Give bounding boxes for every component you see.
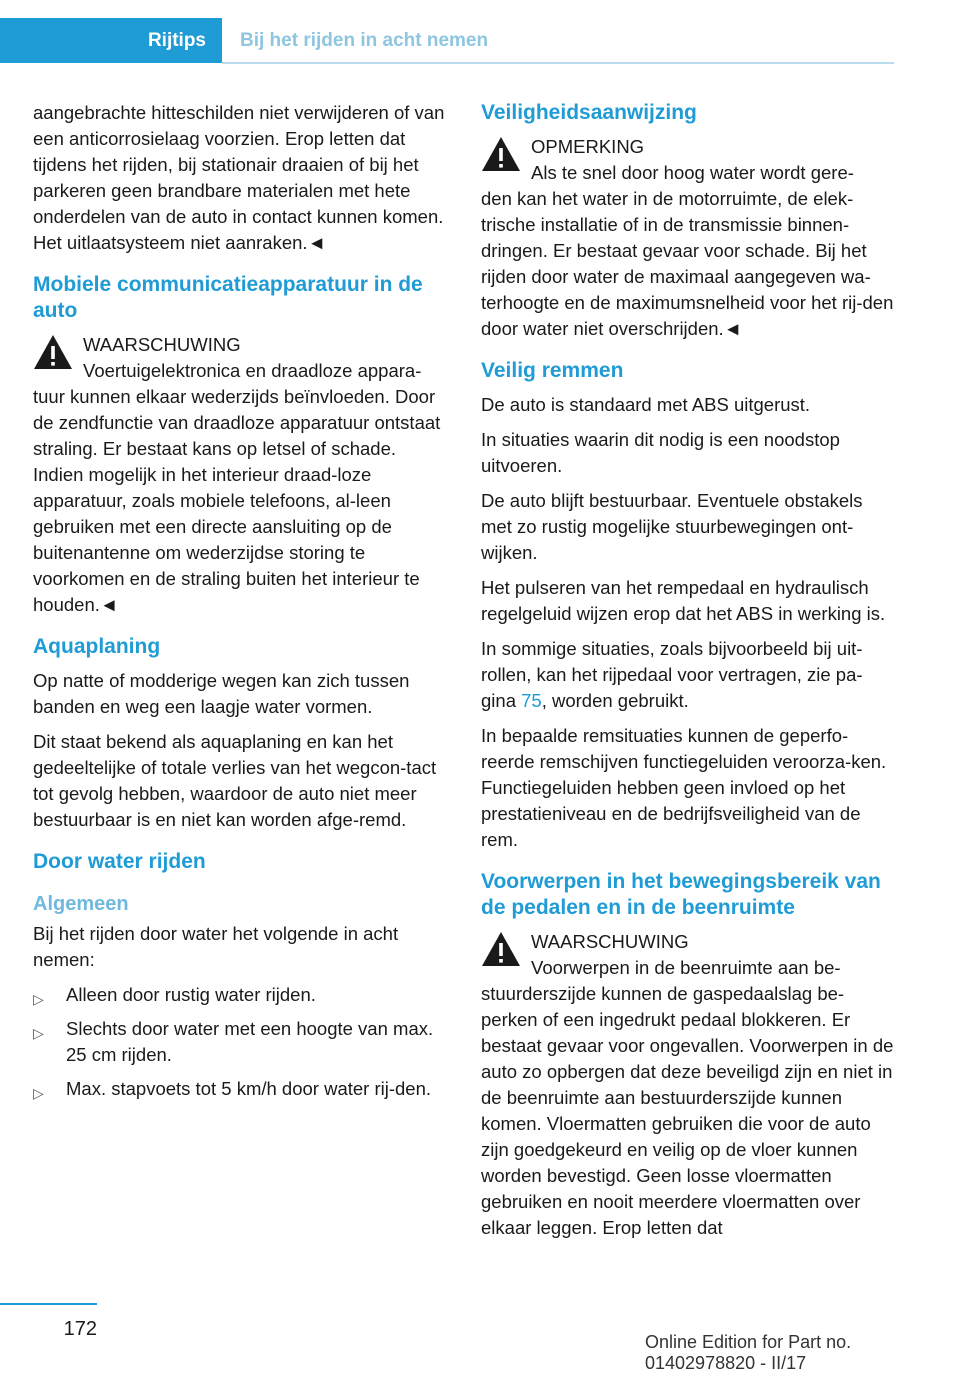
notice-safety [481, 134, 896, 342]
warning-triangle-icon [33, 334, 73, 370]
notice-label: OPMERKING [531, 136, 645, 157]
list-item: ▷ Alleen door rustig water rijden. [33, 982, 449, 1008]
heading-aquaplaning: Aquaplaning [33, 635, 161, 658]
footer-rule [0, 1303, 97, 1305]
water-rules-list [33, 982, 449, 1102]
heading-mobile-communication: Mobiele communicatieapparatuur in de auto [33, 273, 423, 322]
warning-triangle-icon [481, 931, 521, 967]
brake-paragraph-4: Het pulseren van het rempedaal en hydraulisch regelgeluid wijzen erop dat het ABS in werking is. [481, 577, 886, 624]
brake-paragraph-5: In sommige situaties, zoals bijvoorbeeld bij uit-rollen, kan het rijpedaal voor vertragen, zie pa-gina 75, worden gebruikt. [481, 638, 863, 711]
heading-safety-note: Veiligheidsaanwijzing [481, 101, 697, 124]
warning-first-line: Voertuigelektronica en draadloze appara- [83, 360, 422, 381]
warning-label: WAARSCHUWING [531, 931, 689, 952]
warning-body: stuurderszijde kunnen de gaspedaalslag be-perken of een ingedrukt pedaal blokkeren. Er bestaat gevaar voor ongevallen. Voorwerpen in de auto zo opbergen dat deze beveiligd zijn en niet in de beenruimte aan bestuurderszijde kunnen komen. Vloermatten gebruiken die voor de auto zijn goedgekeurd en veilig op de vloer kunnen worden bevestigd. Geen losse vloermatten gebruiken en nooit meerdere vloermatten over elkaar leggen. Erop letten dat [481, 983, 894, 1238]
left-column [33, 100, 449, 1110]
brake-paragraph-6: In bepaalde remsituaties kunnen de geperfo-reerde remschijven functiegeluiden veroorza-ken. Functiegeluiden hebben geen invloed op het prestatieniveau en de bedrijfsveiligheid van de rem. [481, 725, 887, 850]
triangle-bullet-icon: ▷ [33, 1025, 44, 1041]
notice-body: den kan het water in de motorruimte, de elek-trische installatie of in de transmissie binnen-dringen. Er bestaat gevaar voor schade. Bij het rijden door water de maximaal aangegeven wa-terhoogte en de maximumsnelheid voor het rij-den door water niet overschrijden.◄ [481, 188, 894, 339]
water-intro: Bij het rijden door water het volgende in acht nemen: [33, 923, 399, 970]
brake-paragraph-2: In situaties waarin dit nodig is een noodstop uitvoeren. [481, 429, 840, 476]
warning-label: WAARSCHUWING [83, 334, 241, 355]
heading-driving-through-water: Door water rijden [33, 850, 206, 873]
intro-paragraph: aangebrachte hitteschilden niet verwijderen of van een anticorrosielaag voorzien. Erop letten dat tijdens het rijden, bij stationair draaien of bij het parkeren geen brandbare materialen met hete onderdelen van de auto in contact kunnen komen. Het uitlaatsysteem niet aanraken.◄ [33, 102, 445, 253]
warning-triangle-icon [481, 136, 521, 172]
header-section-title: Rijtips [147, 30, 206, 51]
aquaplaning-paragraph-2: Dit staat bekend als aquaplaning en kan het gedeeltelijke of totale verlies van het wegcon-tact tot gevolg hebben, waardoor de auto niet meer bestuurbaar is en niet kan worden afge-remd. [33, 731, 437, 830]
heading-safe-braking: Veilig remmen [481, 359, 624, 382]
header-rule [222, 62, 894, 64]
notice-first-line: Als te snel door hoog water wordt gere- [531, 162, 854, 183]
triangle-bullet-icon: ▷ [33, 1085, 44, 1101]
page-number: 172 [63, 1318, 97, 1340]
warning-notice-mobile [33, 332, 449, 618]
right-column [481, 100, 896, 1255]
heading-objects-pedal-area: Voorwerpen in het bewegingsbereik van de pedalen en in de beenruimte [481, 870, 881, 919]
page-header [0, 0, 960, 68]
triangle-bullet-icon: ▷ [33, 991, 44, 1007]
list-item: ▷ Slechts door water met een hoogte van max. 25 cm rijden. [33, 1018, 434, 1065]
edition-note: Online Edition for Part no. 01402978820 - II/17 [645, 1332, 852, 1373]
aquaplaning-paragraph-1: Op natte of modderige wegen kan zich tussen banden en weg een laagje water vormen. [33, 670, 410, 717]
brake-paragraph-3: De auto blijft bestuurbaar. Eventuele obstakels met zo rustig mogelijke stuurbewegingen ont-wijken. [481, 490, 863, 563]
warning-first-line: Voorwerpen in de beenruimte aan be- [531, 957, 841, 978]
brake-paragraph-1: De auto is standaard met ABS uitgerust. [481, 394, 811, 415]
header-chapter-title: Bij het rijden in acht nemen [240, 30, 489, 51]
warning-body: tuur kunnen elkaar wederzijds beïnvloeden. Door de zendfunctie van draadloze apparatuur ontstaat straling. Er bestaat kans op letsel of schade. Indien mogelijk in het interieur draad-loze apparatuur, zoals mobiele telefoons, al-leen gebruiken met een directe aansluiting op de buitenantenne om wederzijdse storing te voorkomen en de straling buiten het interieur te houden.◄ [33, 386, 441, 615]
warning-notice-objects [481, 929, 896, 1241]
page-link[interactable]: 75 [521, 690, 542, 711]
subheading-general: Algemeen [33, 893, 129, 915]
list-item: ▷ Max. stapvoets tot 5 km/h door water rij-den. [33, 1076, 449, 1102]
